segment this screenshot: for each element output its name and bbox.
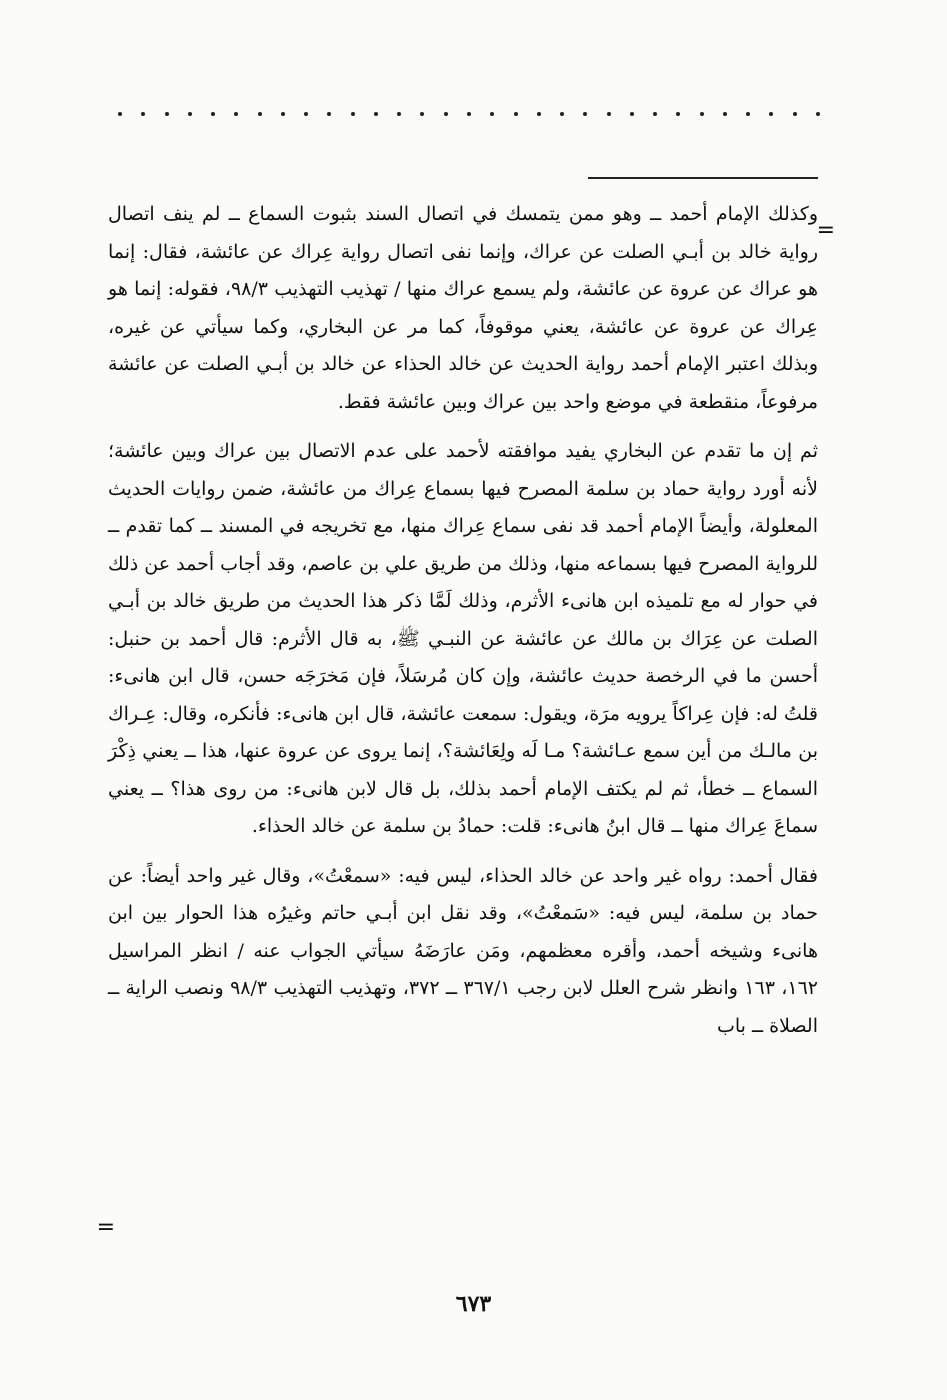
separator-dot (234, 112, 238, 116)
separator-dot (769, 112, 773, 116)
separator-dot (211, 112, 215, 116)
separator-dot (374, 112, 378, 116)
separator-dot (630, 112, 634, 116)
dotted-separator (118, 112, 820, 116)
paragraph-2: ثم إن ما تقدم عن البخاري يفيد موافقته لأحمد على عدم الاتصال بين عراك وبين عائشة؛ لأنه أورد رواية حماد بن سلمة المصرح فيها بسماع عِراك من عائشة، ضمن روايات الحديث المعلولة، وأيضاً الإمام أحمد قد نفى سماع عِراك منها، مع تخريجه في المسند ــ كما تقدم ــ للرواية المصرح فيها بسماعه منها، وذلك من طريق علي بن عاصم، وقد أجاب أحمد عن ذلك في حوار له مع تلميذه ابن هانىء الأثرم، وذلك لَمَّا ذكر هذا الحديث من طريق خالد بن أبـي الصلت عن عِرَاك بن مالك عن عائشة عن النبـي ﷺ، به قال الأثرم: قال أحمد بن حنبل: أحسن ما في الرخصة حديث عائشة، وإن كان مُرسَلاً، فإن مَخرَجَه حسن، قال ابن هانىء: قلتُ له: فإن عِراكاً يرويه مرَة، ويقول: سمعت عائشة، قال ابن هانىء: فأنكره، وقال: عِـراك بن مالـك من أين سمع عـائشة؟ مـا لَه ولِعَائشة؟، إنما يروى عن عروة عنها، هذا ــ يعني ذِكْرَ السماع ــ خطأ، ثم لم يكتف الإمام أحمد بذلك، بل قال لابن هانىء: من روى هذا؟ ــ يعني سماعَ عِراك منها ــ قال ابنُ هانىء: قلت: حمادُ بن سلمة عن خالد الحذاء. (108, 440, 818, 837)
separator-dot (490, 112, 494, 116)
paragraph-3: فقال أحمد: رواه غير واحد عن خالد الحذاء، ليس فيه: «سمعْتُ»، وقال غير واحد أيضاً: عن حماد بن سلمة، ليس فيه: «سَمعْتُ»، وقد نقل ابن أبـي حاتم وغيرُه هذا الحوار بين ابن هانىء وشيخه أحمد، وأقره معظمهم، ومَن عارَضَهُ سيأتي الجواب عنه / انظر المراسيل ١٦٢، ١٦٣ وانظر شرح العلل لابن رجب ٣٦٧/١ ــ ٣٧٢، وتهذيب التهذيب ٩٨/٣ ونصب الراية ــ الصلاة ــ باب (108, 864, 819, 1037)
separator-dot (816, 112, 820, 116)
separator-dot (141, 112, 145, 116)
continuation-mark-top: = (816, 218, 835, 243)
separator-dot (397, 112, 401, 116)
separator-dot (351, 112, 355, 116)
footnote-rule (588, 177, 818, 179)
separator-dot (118, 112, 122, 116)
separator-dot (700, 112, 704, 116)
separator-dot (560, 112, 564, 116)
page-number: ٦٧٣ (455, 1291, 492, 1317)
continuation-mark-bottom: = (96, 1215, 115, 1240)
separator-dot (793, 112, 797, 116)
paragraph-1: وكذلك الإمام أحمد ــ وهو ممن يتمسك في اتصال السند بثبوت السماع ــ لم ينف اتصال رواية خالد بن أبـي الصلت عن عراك، وإنما نفى اتصال رواية عِراك عن عائشة، فقال: إنما هو عراك عن عروة عن عائشة، ولم يسمع عراك منها / تهذيب التهذيب ٩٨/٣، فقوله: إنما هو عِراك عن عروة عن عائشة، يعني موقوفاً، كما مر عن البخاري، وكما سيأتي عن غيره، وبذلك اعتبر الإمام أحمد رواية الحديث عن خالد الحذاء عن خالد بن أبـي الصلت عن عائشة مرفوعاً، منقطعة في موضع واحد بين عراك وبين عائشة فقط. (108, 203, 818, 413)
separator-dot (607, 112, 611, 116)
footnote-text (108, 196, 818, 1045)
separator-dot (304, 112, 308, 116)
separator-dot (723, 112, 727, 116)
separator-dot (258, 112, 262, 116)
separator-dot (467, 112, 471, 116)
separator-dot (281, 112, 285, 116)
separator-dot (514, 112, 518, 116)
separator-dot (537, 112, 541, 116)
separator-dot (653, 112, 657, 116)
separator-dot (327, 112, 331, 116)
separator-dot (188, 112, 192, 116)
separator-dot (676, 112, 680, 116)
separator-dot (165, 112, 169, 116)
separator-dot (746, 112, 750, 116)
separator-dot (583, 112, 587, 116)
separator-dot (420, 112, 424, 116)
separator-dot (444, 112, 448, 116)
